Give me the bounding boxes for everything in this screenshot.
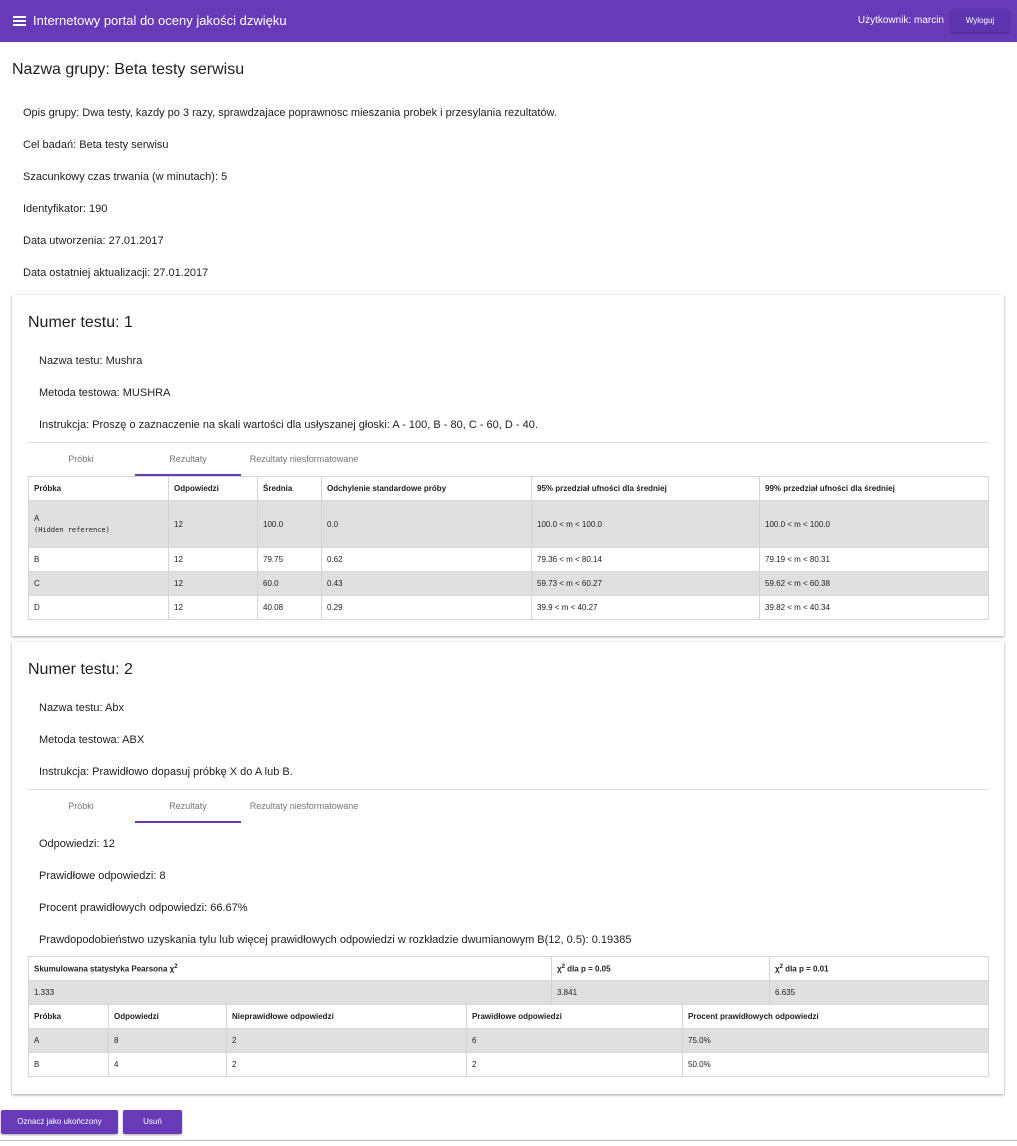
answers-cell: 12: [169, 501, 258, 548]
column-header: Odchylenie standardowe próby: [322, 477, 532, 501]
bottom-divider: [0, 1140, 1017, 1141]
ci95-cell: 59.73 < m < 60.27: [532, 572, 760, 596]
column-header: Odpowiedzi: [109, 1005, 227, 1029]
group-updated: Data ostatniej aktualizacji: 27.01.2017: [23, 267, 209, 279]
table-row: [29, 1029, 989, 1053]
mean-cell: 79.75: [258, 548, 322, 572]
wrong-cell: 2: [227, 1053, 467, 1077]
binomial-probability: Prawdopodobieństwo uzyskania tylu lub więcej prawidłowych odpowiedzi w rozkładzie dwumianowym B(12, 0.5): 0.19385: [39, 934, 632, 946]
user-label: Użytkownik: marcin: [857, 15, 944, 26]
test-card-2: [12, 642, 1004, 1094]
group-goal: Cel badań: Beta testy serwisu: [23, 139, 169, 151]
std-cell: 0.29: [322, 596, 532, 620]
tab-raw-results[interactable]: Rezultaty niesformatowane: [249, 801, 359, 811]
app-toolbar: [0, 0, 1017, 42]
chi-square-table: [28, 956, 989, 1005]
logout-button[interactable]: Wyloguj: [951, 9, 1009, 32]
column-header: 99% przedział ufności dla średniej: [760, 477, 989, 501]
answers-count: Odpowiedzi: 12: [39, 838, 115, 850]
chi-label: χ: [775, 964, 780, 974]
test-number-title: Numer testu: 1: [28, 314, 133, 331]
ci99-cell: 39.82 < m < 40.34: [760, 596, 989, 620]
tab-raw-results[interactable]: Rezultaty niesformatowane: [249, 454, 359, 464]
menu-icon[interactable]: [13, 15, 26, 26]
ci95-cell: 39.9 < m < 40.27: [532, 596, 760, 620]
answers-cell: 12: [169, 548, 258, 572]
mean-cell: 60.0: [258, 572, 322, 596]
percent-cell: 75.0%: [683, 1029, 989, 1053]
correct-answers: Prawidłowe odpowiedzi: 8: [39, 870, 166, 882]
group-description: Opis grupy: Dwa testy, kazdy po 3 razy, sprawdzajace poprawnosc mieszania probek i przesylania rezultatów.: [23, 107, 557, 119]
delete-button[interactable]: Usuń: [123, 1110, 182, 1134]
tab-samples[interactable]: Próbki: [68, 454, 94, 464]
table-row: [29, 548, 989, 572]
test-method: Metoda testowa: MUSHRA: [39, 387, 171, 399]
column-header: Nieprawidłowe odpowiedzi: [227, 1005, 467, 1029]
superscript: 2: [779, 963, 783, 970]
superscript: 2: [174, 963, 178, 970]
answers-cell: 12: [169, 572, 258, 596]
percent-cell: 50.0%: [683, 1053, 989, 1077]
answers-cell: 8: [109, 1029, 227, 1053]
std-cell: 0.43: [322, 572, 532, 596]
column-header: Procent prawidłowych odpowiedzi: [683, 1005, 989, 1029]
sample-cell: B: [29, 548, 169, 572]
test-name: Nazwa testu: Abx: [39, 702, 124, 714]
results-table: [28, 476, 989, 620]
chi-critical-005: 3.841: [552, 981, 770, 1005]
ci99-cell: 59.62 < m < 60.38: [760, 572, 989, 596]
p-label: dla p = 0.05: [564, 964, 611, 974]
std-cell: 0.62: [322, 548, 532, 572]
tab-results[interactable]: Rezultaty: [135, 790, 241, 823]
test-card-1: [12, 295, 1004, 636]
test-tabs: [28, 789, 988, 823]
test-tabs: [28, 442, 988, 476]
table-row: [29, 596, 989, 620]
column-header: Średnia: [258, 477, 322, 501]
group-duration: Szacunkowy czas trwania (w minutach): 5: [23, 171, 228, 183]
sample-label: A: [34, 514, 40, 523]
column-header: Próbka: [29, 1005, 109, 1029]
sample-cell: [29, 501, 169, 548]
table-header-row: [29, 957, 989, 981]
column-header: 95% przedział ufności dla średniej: [532, 477, 760, 501]
table-row: [29, 1053, 989, 1077]
group-id: Identyfikator: 190: [23, 203, 108, 215]
column-header: Prawidłowe odpowiedzi: [467, 1005, 683, 1029]
ci95-cell: 100.0 < m < 100.0: [532, 501, 760, 548]
tab-results[interactable]: Rezultaty: [135, 443, 241, 476]
table-header-row: [29, 1005, 989, 1029]
tab-samples[interactable]: Próbki: [68, 801, 94, 811]
chi-label: χ: [557, 964, 562, 974]
test-name: Nazwa testu: Mushra: [39, 355, 143, 367]
test-instruction: Instrukcja: Prawidłowo dopasuj próbkę X do A lub B.: [39, 766, 293, 778]
correct-percent: Procent prawidłowych odpowiedzi: 66.67%: [39, 902, 248, 914]
column-header: [770, 957, 989, 981]
column-header: Odpowiedzi: [169, 477, 258, 501]
test-method: Metoda testowa: ABX: [39, 734, 145, 746]
app-title: Internetowy portal do oceny jakości dzwięku: [33, 13, 287, 28]
answers-cell: 12: [169, 596, 258, 620]
p-label: dla p = 0.01: [782, 964, 829, 974]
sample-cell: C: [29, 572, 169, 596]
std-cell: 0.0: [322, 501, 532, 548]
test-number-title: Numer testu: 2: [28, 661, 133, 678]
test-instruction: Instrukcja: Proszę o zaznaczenie na skali wartości dla usłyszanej głoski: A - 100, B - 80, C - 60, D - 40.: [39, 419, 538, 431]
table-row: [29, 501, 989, 548]
wrong-cell: 2: [227, 1029, 467, 1053]
hidden-reference-note: (Hidden reference): [34, 526, 110, 534]
pearson-label: Skumulowana statystyka Pearsona χ: [34, 964, 175, 974]
ci95-cell: 79.36 < m < 80.14: [532, 548, 760, 572]
sample-cell: A: [29, 1029, 109, 1053]
mean-cell: 40.08: [258, 596, 322, 620]
column-header: [552, 957, 770, 981]
right-cell: 2: [467, 1053, 683, 1077]
table-row: [29, 981, 989, 1005]
mean-cell: 100.0: [258, 501, 322, 548]
answers-cell: 4: [109, 1053, 227, 1077]
table-row: [29, 572, 989, 596]
group-created: Data utworzenia: 27.01.2017: [23, 235, 164, 247]
right-cell: 6: [467, 1029, 683, 1053]
group-title: Nazwa grupy: Beta testy serwisu: [12, 61, 245, 78]
column-header: [29, 957, 552, 981]
ci99-cell: 100.0 < m < 100.0: [760, 501, 989, 548]
superscript: 2: [561, 963, 565, 970]
pearson-value: 1.333: [29, 981, 552, 1005]
chi-critical-001: 6.635: [770, 981, 989, 1005]
sample-cell: B: [29, 1053, 109, 1077]
ci99-cell: 79.19 < m < 80.31: [760, 548, 989, 572]
sample-cell: D: [29, 596, 169, 620]
table-header-row: [29, 477, 989, 501]
column-header: Próbka: [29, 477, 169, 501]
mark-complete-button[interactable]: Oznacz jako ukończony: [1, 1110, 118, 1134]
abx-results-table: [28, 1004, 989, 1077]
